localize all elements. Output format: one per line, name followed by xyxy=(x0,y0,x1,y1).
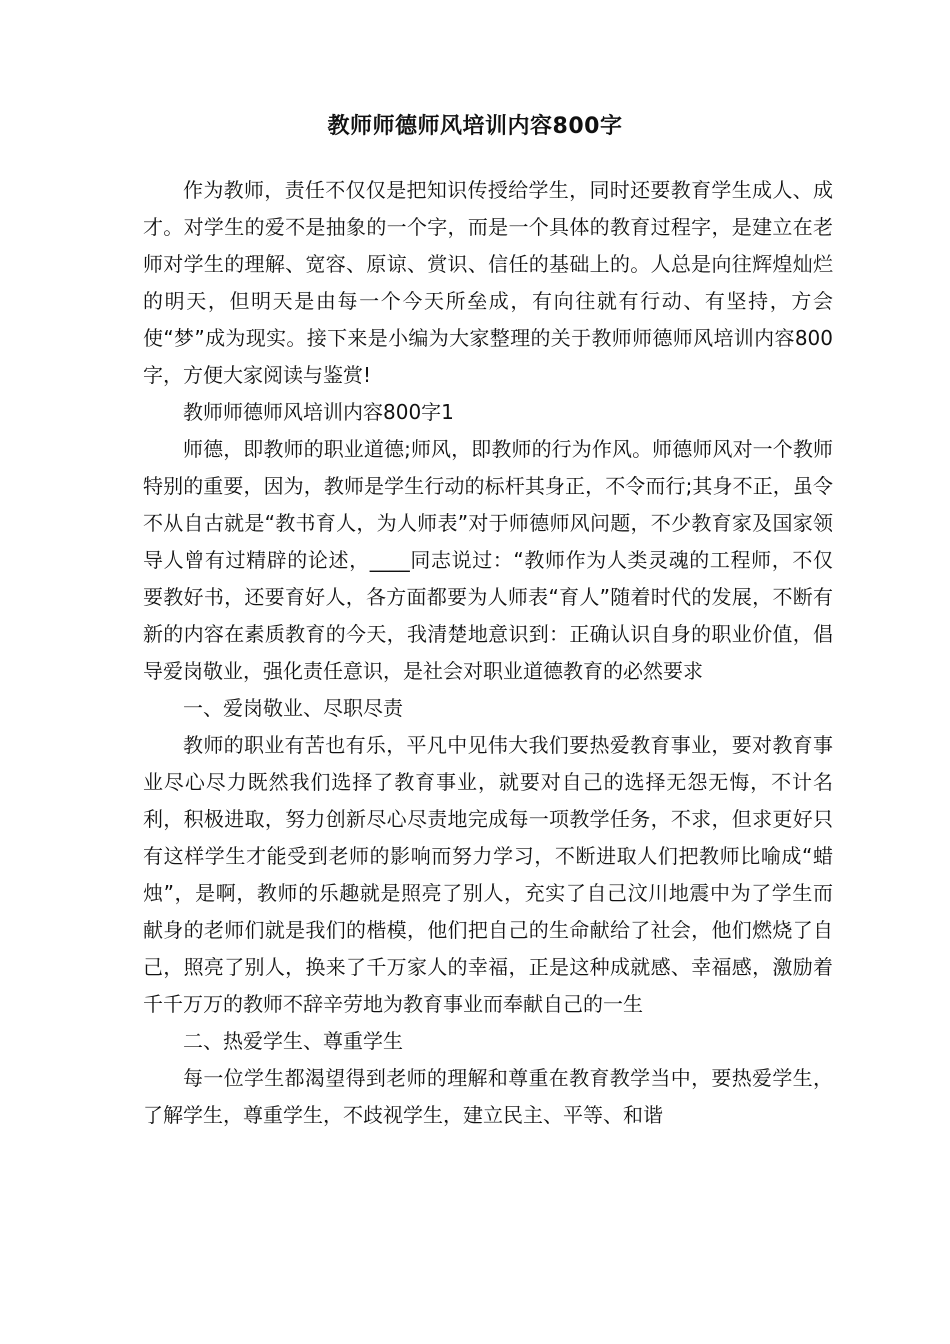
subheading-dedication: 一、爱岗敬业、尽职尽责 xyxy=(183,696,403,720)
paragraph-love-students: 每一位学生都渴望得到老师的理解和尊重在教育教学当中，要热爱学生，了解学生，尊重学生，不歧视学生，建立民主、平等、和谐 xyxy=(143,1066,833,1127)
section-heading-1: 教师师德师风培训内容800字1 xyxy=(183,400,454,424)
document-body xyxy=(143,172,833,1134)
paragraph-dedication: 教师的职业有苦也有乐，平凡中见伟大我们要热爱教育事业，要对教育事业尽心尽力既然我们选择了教育事业，就要对自己的选择无怨无悔，不计名利，积极进取，努力创新尽心尽责地完成每一项教学任务，不求，但求更好只有这样学生才能受到老师的影响而努力学习，不断进取人们把教师比喻成“蜡烛”，是啊，教师的乐趣就是照亮了别人，充实了自己汶川地震中为了学生而献身的老师们就是我们的楷模，他们把自己的生命献给了社会，他们燃烧了自己，照亮了别人，换来了千万家人的幸福，正是这种成就感、幸福感，激励着千千万万的教师不辞辛劳地为教育事业而奉献自己的一生 xyxy=(143,733,833,1016)
paragraph-definition: 师德，即教师的职业道德;师风，即教师的行为作风。师德师风对一个教师特别的重要，因为，教师是学生行动的标杆其身正，不令而行;其身不正，虽令不从自古就是“教书育人，为人师表”对于师德师风问题，不少教育家及国家领导人曾有过精辟的论述，____同志说过：“教师作为人类灵魂的工程师，不仅要教好书，还要育好人，各方面都要为人师表“育人”随着时代的发展，不断有新的内容在素质教育的今天，我清楚地意识到：正确认识自身的职业价值，倡导爱岗敬业，强化责任意识，是社会对职业道德教育的必然要求 xyxy=(143,437,833,683)
subheading-love-students: 二、热爱学生、尊重学生 xyxy=(183,1029,403,1053)
paragraph-intro: 作为教师，责任不仅仅是把知识传授给学生，同时还要教育学生成人、成才。对学生的爱不是抽象的一个字，而是一个具体的教育过程字，是建立在老师对学生的理解、宽容、原谅、赏识、信任的基础上的。人总是向往辉煌灿烂的明天，但明天是由每一个今天所垒成，有向往就有行动、有坚持，方会使“梦”成为现实。接下来是小编为大家整理的关于教师师德师风培训内容800字，方便大家阅读与鉴赏! xyxy=(143,178,833,387)
document-title: 教师师德师风培训内容800字 xyxy=(327,114,623,139)
